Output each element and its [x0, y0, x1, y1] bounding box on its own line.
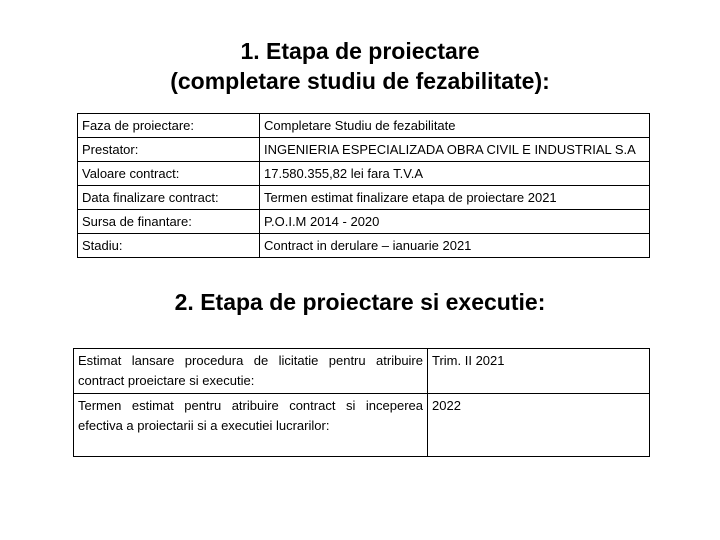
row-label-design-phase: Faza de proiectare: — [78, 114, 260, 138]
section1-title-line2: (completare studiu de fezabilitate): — [170, 68, 550, 94]
design-execution-table — [73, 348, 650, 457]
row-value-award-deadline: 2022 — [428, 394, 650, 457]
row-value-design-phase: Completare Studiu de fezabilitate — [260, 114, 650, 138]
row-label-status: Stadiu: — [78, 234, 260, 258]
row-value-tender-launch: Trim. II 2021 — [428, 349, 650, 394]
section2-title: 2. Etapa de proiectare si executie: — [174, 289, 546, 315]
row-label-funding-source: Sursa de finantare: — [78, 210, 260, 234]
row-label-provider: Prestator: — [78, 138, 260, 162]
row-label-award-deadline: Termen estimat pentru atribuire contract si inceperea efectiva a proiectarii si a executiei lucrarilor: — [74, 394, 428, 457]
row-value-provider: INGENIERIA ESPECIALIZADA OBRA CIVIL E INDUSTRIAL S.A — [260, 138, 650, 162]
section1-title-line1: 1. Etapa de proiectare — [240, 38, 480, 64]
table-row — [78, 210, 650, 234]
row-value-status: Contract in derulare – ianuarie 2021 — [260, 234, 650, 258]
row-value-completion-date: Termen estimat finalizare etapa de proiectare 2021 — [260, 186, 650, 210]
section1-title — [0, 36, 720, 96]
row-value-funding-source: P.O.I.M 2014 - 2020 — [260, 210, 650, 234]
project-design-table — [77, 113, 650, 258]
table-row — [78, 234, 650, 258]
table-row — [78, 186, 650, 210]
table-row — [78, 138, 650, 162]
table-row — [74, 349, 650, 394]
row-value-contract-value: 17.580.355,82 lei fara T.V.A — [260, 162, 650, 186]
table-row — [74, 394, 650, 457]
table-row — [78, 162, 650, 186]
row-label-completion-date: Data finalizare contract: — [78, 186, 260, 210]
table-row — [78, 114, 650, 138]
row-label-contract-value: Valoare contract: — [78, 162, 260, 186]
row-label-tender-launch: Estimat lansare procedura de licitatie pentru atribuire contract proeictare si executie: — [74, 349, 428, 394]
